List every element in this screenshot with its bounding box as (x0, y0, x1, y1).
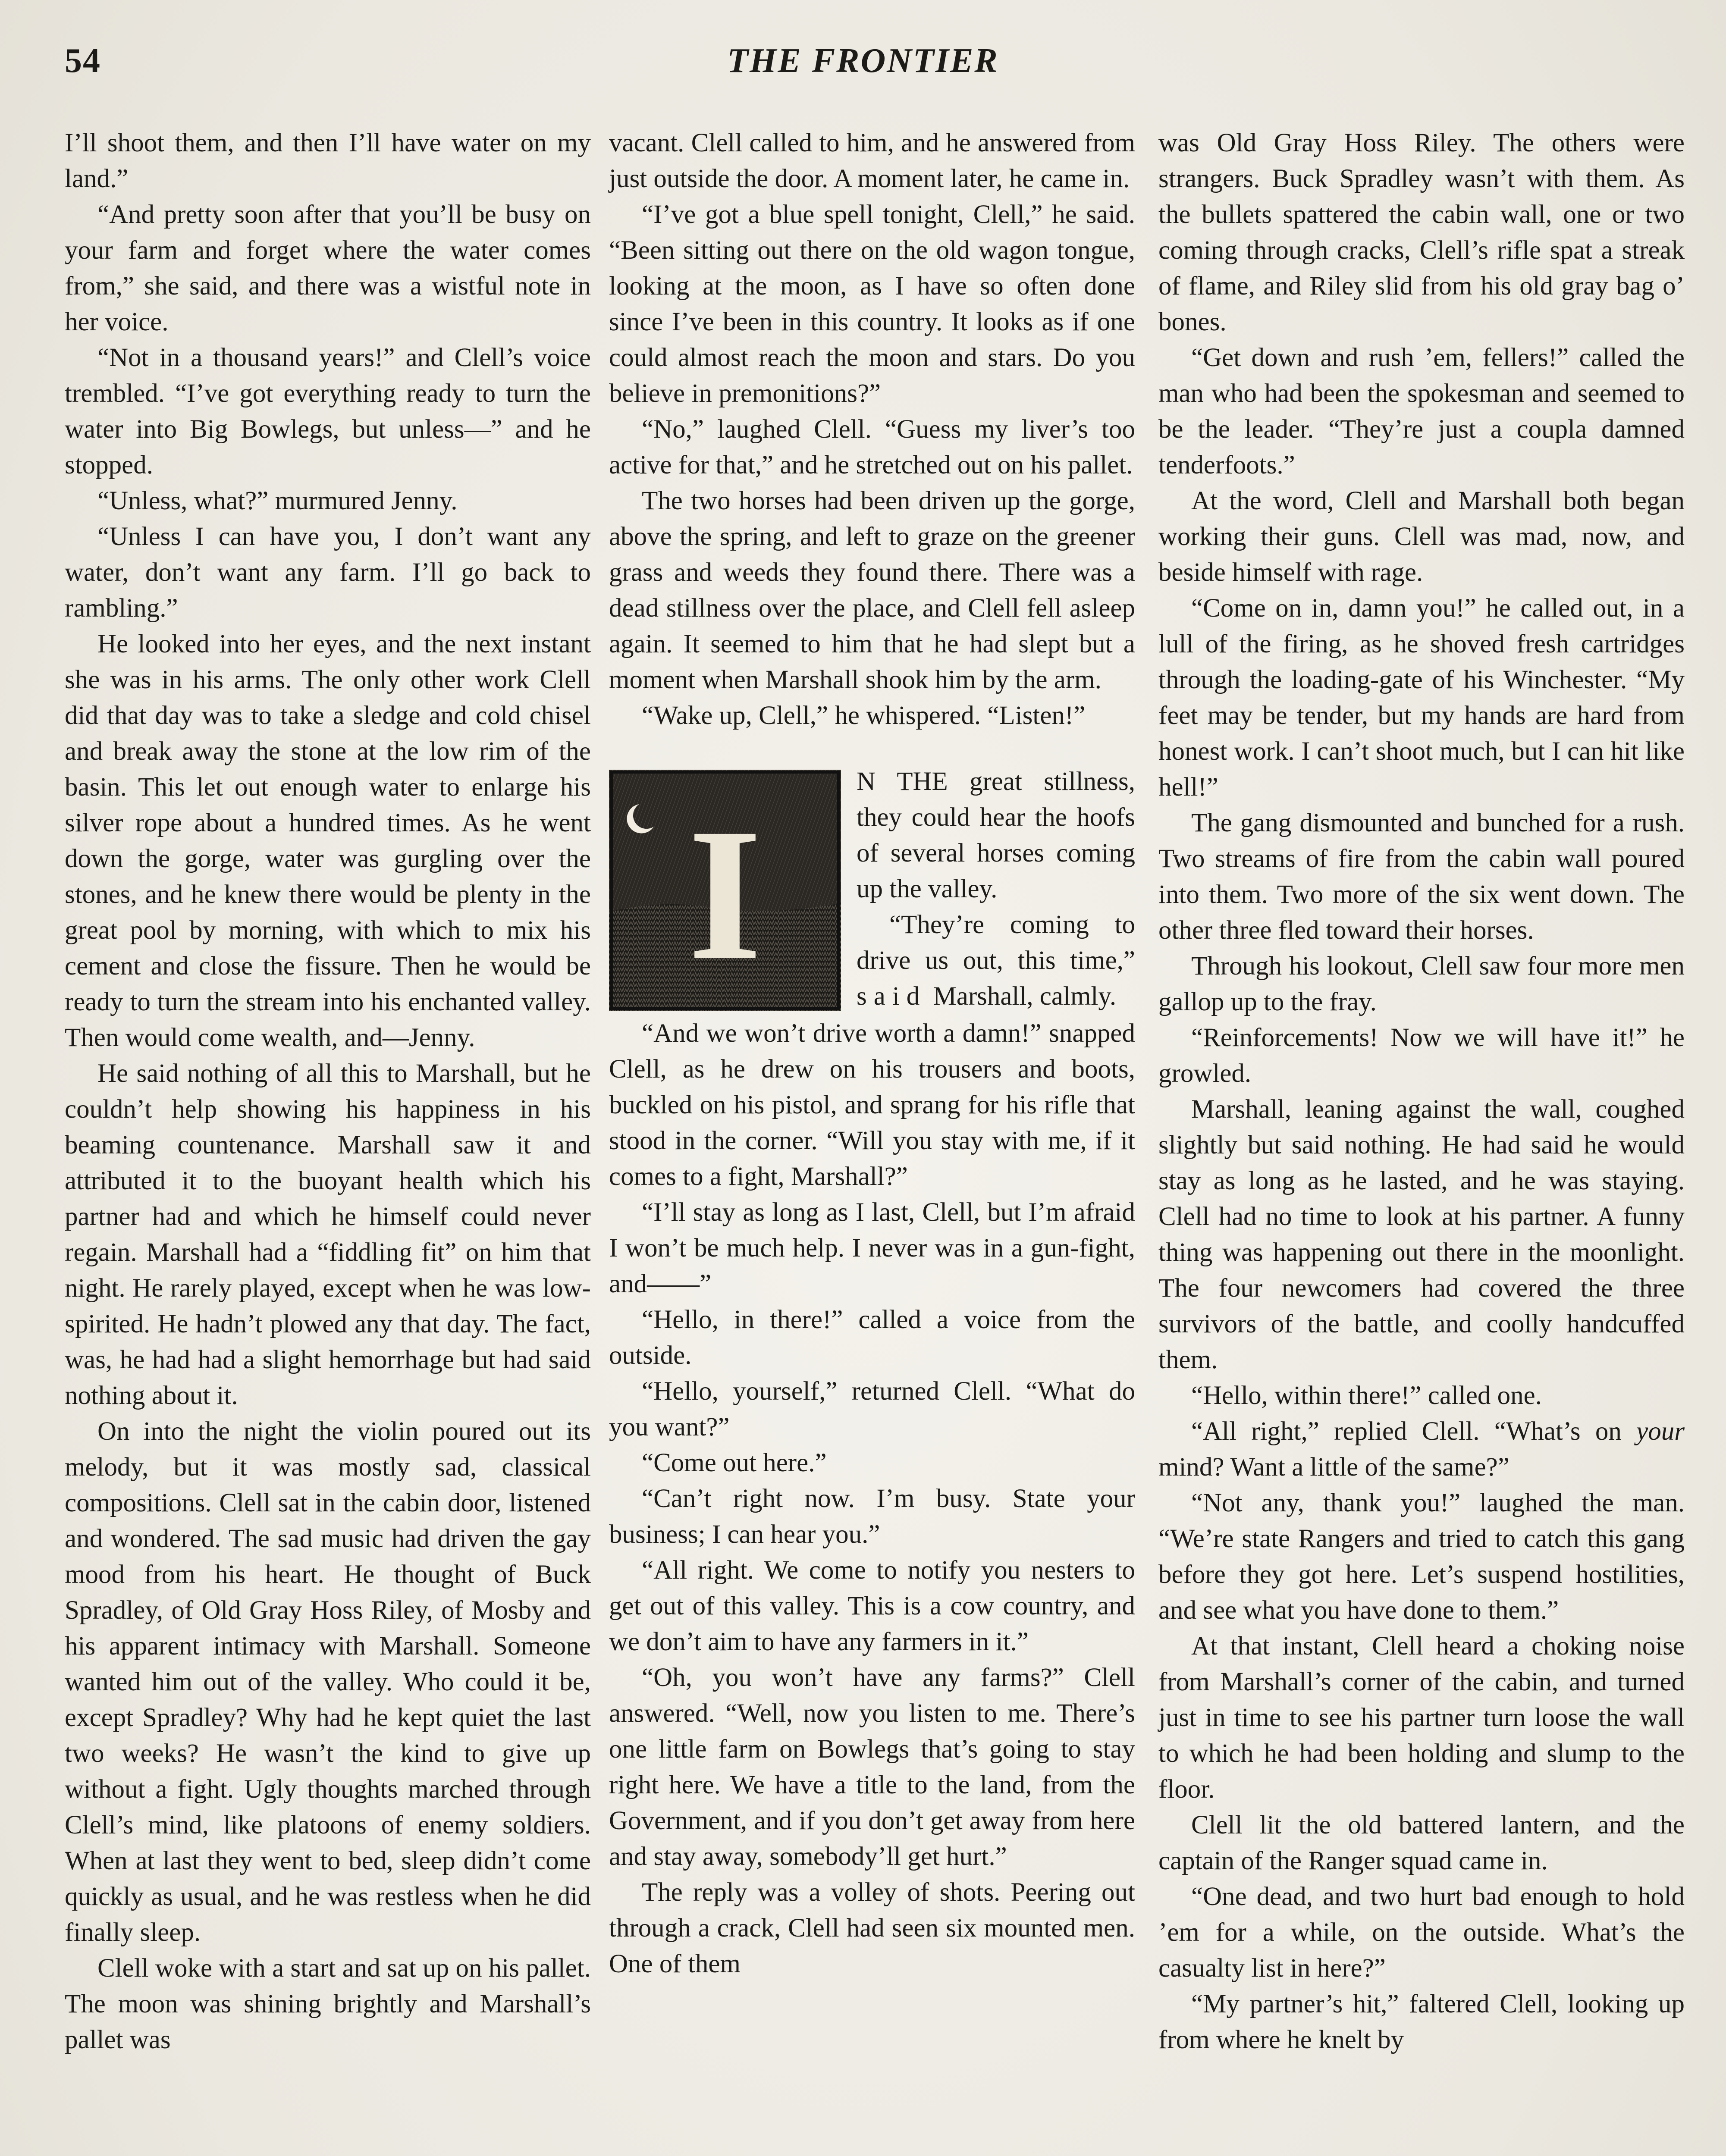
paragraph: “Unless, what?” murmured Jenny. (97, 486, 458, 515)
paragraph: I’ll shoot them, and then I’ll have water on my land.” (65, 128, 591, 193)
paragraph: “Hello, in there!” called a voice from the outside. (609, 1305, 1135, 1370)
paragraph: “Hello, yourself,” returned Clell. “What do you want?” (609, 1377, 1135, 1442)
paragraph: “No,” laughed Clell. “Guess my liver’s too active for that,” and he stretched out on his pallet. (609, 415, 1135, 479)
emphasis: your (1636, 1417, 1685, 1446)
paragraph (1158, 1413, 1685, 1485)
paragraph: On into the night the violin poured out its melody, but it was mostly sad, classical compositions. Clell sat in the cabin door, listened and wondered. The sad music had driven the gay mood from his heart. He thought of Buck Spradley, of Old Gray Hoss Riley, of Mosby and his apparent intimacy with Marshall. Someone wanted him out of the valley. Who could it be, except Spradley? Why had he kept quiet the last two weeks? He wasn’t the kind to give up without a fight. Ugly thoughts marched through Clell’s mind, like platoons of enemy soldiers. When at last they went to bed, sleep didn’t come quickly as usual, and he was restless when he did finally sleep. (65, 1417, 591, 1947)
decorative-dropcap-illustration (609, 770, 841, 1011)
page-header (65, 41, 1661, 93)
paragraph: “Can’t right now. I’m busy. State your business; I can hear you.” (609, 1484, 1135, 1549)
paragraph: “And pretty soon after that you’ll be busy on your farm and forget where the water comes from,” she said, and there was a wistful note in her voice. (65, 200, 591, 336)
dropcap-letter: I (688, 790, 762, 1000)
paragraph: “I’ll stay as long as I last, Clell, but I’m afraid I won’t be much help. I never was in a gun-fight, and——” (609, 1198, 1135, 1298)
page-number: 54 (65, 42, 101, 80)
paragraph: Through his lookout, Clell saw four more men gallop up to the fray. (1158, 952, 1685, 1016)
paragraph: He looked into her eyes, and the next instant she was in his arms. The only other work Clell did that day was to take a sledge and cold chisel and break away the stone at the low rim of the basin. This let out enough water to enlarge his silver rope about a hundred times. As he went down the gorge, water was gurgling over the stones, and he knew there would be plenty in the great pool by morning, with which to mix his cement and close the fissure. Then he would be ready to turn the stream into his enchanted valley. Then would come wealth, and—Jenny. (65, 630, 591, 1052)
section-opening (609, 764, 1135, 1015)
paragraph: The two horses had been driven up the gorge, above the spring, and left to graze on the greener grass and weeds they found there. There was a dead stillness over the place, and Clell fell asleep again. It seemed to him that he had slept but a moment when Marshall shook him by the arm. (609, 486, 1135, 694)
paragraph: Marshall, leaning against the wall, coughed slightly but said nothing. He had said he would stay as long as he lasted, and he was staying. Clell had no time to look at his partner. A funny thing was happening out there in the moonlight. The four newcomers had covered the three survivors of the battle, and coolly handcuffed them. (1158, 1095, 1685, 1374)
paragraph: “Hello, within there!” called one. (1191, 1381, 1542, 1410)
paragraph: “Wake up, Clell,” he whispered. “Listen!” (642, 701, 1086, 730)
paragraph: “Not in a thousand years!” and Clell’s voice trembled. “I’ve got everything ready to turn the water into Big Bowlegs, but unless—” and he stopped. (65, 343, 591, 479)
paragraph: At that instant, Clell heard a choking noise from Marshall’s corner of the cabin, and turned just in time to see his partner turn loose the wall to which he had been holding and slump to the floor. (1158, 1632, 1685, 1804)
paragraph: “One dead, and two hurt bad enough to hold ’em for a while, on the outside. What’s the casualty list in here?” (1158, 1882, 1685, 1983)
text-fragment: “All right,” replied Clell. “What’s on (1191, 1417, 1637, 1446)
paragraph: Clell lit the old battered lantern, and the captain of the Ranger squad came in. (1158, 1811, 1685, 1875)
paragraph: “Reinforcements! Now we will have it!” he growled. (1158, 1023, 1685, 1088)
paragraph: vacant. Clell called to him, and he answered from just outside the door. A moment later, he came in. (609, 128, 1135, 193)
text-column-1 (65, 125, 591, 2058)
paragraph: “Come on in, damn you!” he called out, in a lull of the firing, as he shoved fresh cartridges through the loading-gate of his Winchester. “My feet may be tender, but my hands are hard from honest work. I can’t shoot much, but I can hit like hell!” (1158, 594, 1685, 802)
paragraph: N THE great stillness, they could hear the hoofs of several horses coming up the valley. (857, 767, 1135, 903)
running-title: THE FRONTIER (727, 42, 999, 80)
paragraph: The reply was a volley of shots. Peering out through a crack, Clell had seen six mounted men. One of them (609, 1878, 1135, 1978)
paragraph: Clell woke with a start and sat up on his pallet. The moon was shining brightly and Marshall’s pallet was (65, 1954, 591, 2054)
paragraph: “All right. We come to notify you nesters to get out of this valley. This is a cow country, and we don’t aim to have any farmers in it.” (609, 1556, 1135, 1656)
paragraph: “Come out here.” (642, 1448, 827, 1477)
text-fragment: mind? Want a little of the same?” (1158, 1453, 1509, 1482)
paragraph: was Old Gray Hoss Riley. The others were strangers. Buck Spradley wasn’t with them. As the bullets spattered the cabin wall, one or two coming through cracks, Clell’s rifle spat a streak of flame, and Riley slid from his old gray bag o’ bones. (1158, 128, 1685, 336)
paragraph: At the word, Clell and Marshall both began working their guns. Clell was mad, now, and beside himself with rage. (1158, 486, 1685, 587)
paragraph: “My partner’s hit,” faltered Clell, looking up from where he knelt by (1158, 1990, 1685, 2054)
paragraph: He said nothing of all this to Marshall, but he couldn’t help showing his happiness in his beaming countenance. Marshall saw it and attributed it to the buoyant health which his partner had and which he himself could never regain. Marshall had a “fiddling fit” on him that night. He rarely played, except when he was low-spirited. He hadn’t plowed any that day. The fact, was, he had had a slight hemorrhage but had said nothing about it. (65, 1059, 591, 1410)
text-column-3 (1158, 125, 1685, 2058)
paragraph: “And we won’t drive worth a damn!” snapped Clell, as he drew on his trousers and boots, buckled on his pistol, and sprang for his rifle that stood in the corner. “Will you stay with me, if it comes to a fight, Marshall?” (609, 1019, 1135, 1191)
paragraph: “Not any, thank you!” laughed the man. “We’re state Rangers and tried to catch this gang before they got here. Let’s suspend hostilities, and see what you have done to them.” (1158, 1489, 1685, 1625)
paragraph: “Get down and rush ’em, fellers!” called the man who had been the spokesman and seemed to be the leader. “They’re just a coupla damned tenderfoots.” (1158, 343, 1685, 479)
quote-tail: Marshall, calmly. (926, 982, 1117, 1011)
text-column-2 (609, 125, 1135, 1982)
paragraph: “Oh, you won’t have any farms?” Clell answered. “Well, now you listen to me. There’s one little farm on Bowlegs that’s going to stay right here. We have a title to the land, from the Government, and if you don’t get away from here and stay away, somebody’ll get hurt.” (609, 1663, 1135, 1871)
paragraph: “Unless I can have you, I don’t want any water, don’t want any farm. I’ll go back to rambling.” (65, 522, 591, 623)
quote-fragment: “They’re coming to drive us out, this time,” (857, 910, 1135, 975)
paragraph: “I’ve got a blue spell tonight, Clell,” he said. “Been sitting out there on the old wagon tongue, looking at the moon, as I have so often done since I’ve been in this country. It looks as if one could almost reach the moon and stars. Do you believe in premonitions?” (609, 200, 1135, 408)
said-spaced: said (857, 982, 927, 1011)
paragraph: The gang dismounted and bunched for a rush. Two streams of fire from the cabin wall poured into them. Two more of the six went down. The other three fled toward their horses. (1158, 808, 1685, 945)
